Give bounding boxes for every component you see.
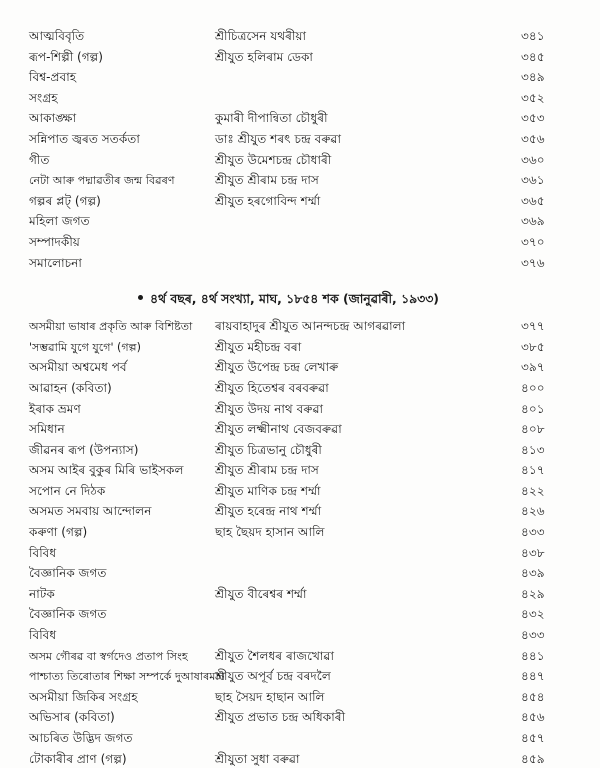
section-heading-label: ৪ৰ্থ বছৰ, ৪ৰ্থ সংখ্যা, মাঘ, ১৮৫৪ শক (জানুৱাৰী, ১৯৩৩) — [150, 291, 439, 307]
entry-author: শ্ৰীযুত হৰেন্দ্ৰ নাথ শৰ্ম্মা — [215, 504, 322, 519]
entry-page-number: ৩৭০ — [521, 234, 545, 249]
entry-author: শ্ৰীযুত মাণিক চন্দ্ৰ শৰ্ম্মা — [215, 483, 321, 498]
entry-author: শ্ৰীযুত অপূৰ্ব চন্দ্ৰ বৰদলৈ — [215, 669, 331, 684]
entry-title: অভিসাৰ (কবিতা) — [29, 710, 115, 725]
entry-author: শ্ৰীচিত্ৰসেন যথৰীয়া — [215, 29, 307, 43]
entry-title: মহিলা জগত — [29, 214, 90, 229]
entry-author: শ্ৰীযুত শৈলধৰ ৰাজখোৱা — [215, 648, 334, 663]
entry-title: অসমত সমবায় আন্দোলন — [29, 504, 152, 519]
table-of-contents — [0, 26, 600, 769]
entry-author: কুমাৰী দীপান্বিতা চৌধুৰী — [215, 111, 328, 126]
toc-entry-row[interactable] — [0, 543, 600, 564]
entry-author: শ্ৰীযুত উপেন্দ্ৰ চন্দ্ৰ লেখাৰু — [215, 360, 339, 375]
entry-author: ছাহ সৈয়দ হাছান আলি — [215, 689, 325, 704]
toc-entry-row[interactable] — [0, 522, 600, 543]
entry-title: বিবিধ — [29, 628, 57, 643]
entry-page-number: ৪২৯ — [521, 586, 545, 601]
entry-title: ইৰাক ভ্ৰমণ — [29, 401, 81, 416]
entry-title: ৰূপ-শিল্পী (গল্প) — [29, 49, 104, 64]
entry-title: আত্মবিবৃতি — [29, 29, 85, 43]
toc-entry-row[interactable] — [0, 399, 600, 420]
entry-title: বৈজ্ঞানিক জগত — [29, 566, 107, 581]
entry-page-number: ৩৬৫ — [521, 193, 545, 208]
entry-page-number: ৩৭৬ — [521, 255, 545, 270]
entry-author: শ্ৰীযুত হলিৰাম ডেকা — [215, 49, 313, 64]
toc-entry-row[interactable] — [0, 316, 600, 337]
toc-entry-row[interactable] — [0, 337, 600, 358]
entry-page-number: ৩৬০ — [521, 152, 545, 167]
bullet-dot-icon — [138, 295, 143, 300]
entry-title: অসমীয়া অশ্বমেধ পৰ্ব — [29, 360, 127, 375]
toc-entry-row[interactable] — [0, 481, 600, 502]
toc-entry-row[interactable] — [0, 253, 600, 274]
toc-entry-row[interactable] — [0, 211, 600, 232]
toc-entry-row[interactable] — [0, 460, 600, 481]
entry-author: শ্ৰীযুত বীৰেশ্বৰ শৰ্ম্মা — [215, 586, 307, 601]
toc-entry-row[interactable] — [0, 170, 600, 191]
entry-title: সম্পাদকীয় — [29, 234, 80, 249]
toc-entry-row[interactable] — [0, 191, 600, 212]
entry-page-number: ৩৪৯ — [521, 70, 545, 85]
toc-entry-row[interactable] — [0, 232, 600, 253]
toc-entry-row[interactable] — [0, 67, 600, 88]
entry-title: গীত — [29, 152, 50, 167]
entry-title: অসম আইৰ বুকুৰ মিৰি ভাইসকল — [29, 463, 184, 478]
entry-page-number: ৩৭৭ — [521, 319, 545, 334]
entry-page-number: ৪৩৯ — [521, 566, 545, 581]
entry-page-number: ৩৫৩ — [521, 111, 545, 126]
entry-author: শ্ৰীযুত চিত্ৰভানু চৌধুৰী — [215, 442, 322, 457]
entry-title: সমালোচনা — [29, 255, 82, 270]
entry-author: ৰায়বাহাদুৰ শ্ৰীযুত আনন্দচন্দ্ৰ আগৰৱালা — [215, 319, 406, 334]
entry-author: শ্ৰীযুত শ্ৰীৰাম চন্দ্ৰ দাস — [215, 173, 319, 188]
toc-entry-row[interactable] — [0, 150, 600, 171]
entry-title: আচৰিত উদ্ভিদ জগত — [29, 731, 133, 745]
section-heading-row — [0, 282, 600, 316]
entry-page-number: ৪০৮ — [521, 422, 545, 437]
entry-page-number: ৩৪৫ — [521, 49, 545, 64]
entry-page-number: ৪০১ — [521, 401, 545, 416]
entry-page-number: ৪২৬ — [521, 504, 545, 519]
toc-entry-row[interactable] — [0, 584, 600, 605]
entry-page-number: ৪৩৩ — [521, 525, 545, 540]
entry-title: 'সম্ভৱামি যুগে যুগে' (গল্প) — [29, 340, 141, 354]
entry-title: নেটা আৰু পদ্মাৱতীৰ জন্ম বিৱৰণ — [29, 174, 175, 188]
entry-title: আকাঙ্ক্ষা — [29, 111, 77, 126]
entry-page-number: ৪১৩ — [521, 442, 545, 457]
toc-entry-row[interactable] — [0, 666, 600, 687]
entry-title: আৱাহন (কবিতা) — [29, 380, 112, 395]
entry-author: ডাঃ শ্ৰীযুত শৰৎ চন্দ্ৰ বৰুৱা — [215, 131, 342, 146]
toc-entry-row[interactable] — [0, 687, 600, 708]
entry-page-number: ৪৪৭ — [521, 669, 545, 684]
entry-page-number: ৪৫৭ — [521, 731, 545, 745]
entry-page-number: ৪৩২ — [521, 607, 545, 622]
toc-entry-row[interactable] — [0, 108, 600, 129]
entry-author: শ্ৰীযুত উদয় নাথ বৰুৱা — [215, 401, 324, 416]
toc-entry-row[interactable] — [0, 129, 600, 150]
entry-page-number: ৩৮৫ — [521, 339, 545, 354]
entry-author: শ্ৰীযুতা সুধা বৰুৱা — [215, 751, 300, 766]
section-spacer — [0, 273, 600, 282]
entry-page-number: ৩৯৭ — [521, 360, 545, 375]
entry-page-number: ৪৩৮ — [521, 545, 545, 560]
entry-page-number: ৪০০ — [521, 380, 545, 395]
entry-title: সংগ্ৰহ — [29, 90, 58, 105]
entry-title: বিবিধ — [29, 545, 57, 560]
entry-page-number: ৩৪১ — [521, 29, 545, 43]
entry-title: গল্পৰ প্লট্ (গল্প) — [29, 193, 101, 208]
section-heading — [0, 282, 439, 316]
entry-page-number: ৩৬১ — [521, 173, 545, 188]
entry-author: শ্ৰীযুত মহীচন্দ্ৰ বৰা — [215, 339, 302, 354]
entry-author: শ্ৰীযুত উমেশচন্দ্ৰ চৌধাৰী — [215, 152, 332, 167]
entry-title: জীৱনৰ ৰূপ (উপন্যাস) — [29, 442, 139, 457]
toc-entry-row[interactable] — [0, 26, 600, 47]
entry-page-number: ৪১৭ — [521, 463, 545, 478]
toc-entry-row[interactable] — [0, 501, 600, 522]
entry-title: কৰুণা (গল্প) — [29, 525, 88, 540]
toc-entry-row[interactable] — [0, 625, 600, 646]
entry-page-number: ৪২২ — [521, 483, 545, 498]
entry-title: টোকাৰীৰ প্ৰাণ (গল্প) — [29, 751, 127, 766]
toc-entry-row[interactable] — [0, 707, 600, 728]
toc-entry-row[interactable] — [0, 440, 600, 461]
entry-author: শ্ৰীযুত লক্ষ্মীনাথ বেজবৰুৱা — [215, 422, 342, 437]
entry-page-number: ৩৫৬ — [521, 131, 545, 146]
entry-page-number: ৪৫৪ — [521, 689, 545, 704]
entry-title: পাশ্চাত্য তিৰোতাৰ শিক্ষা সম্পৰ্কে দুআষাৰমান — [29, 670, 226, 684]
entry-title: সন্নিপাত জ্বৰত সতৰ্কতা — [29, 131, 140, 146]
entry-author: শ্ৰীযুত শ্ৰীৰাম চন্দ্ৰ দাস — [215, 463, 319, 478]
entry-page-number: ৪৫৯ — [521, 751, 545, 766]
entry-page-number: ৪৪১ — [521, 648, 545, 663]
toc-entry-row[interactable] — [0, 357, 600, 378]
toc-entry-row[interactable] — [0, 728, 600, 749]
toc-entry-row[interactable] — [0, 419, 600, 440]
entry-page-number: ৩৫২ — [521, 90, 545, 105]
toc-entry-row[interactable] — [0, 646, 600, 667]
entry-title: সপোন নে দিঠক — [29, 483, 106, 498]
entry-page-number: ৪৩৩ — [521, 628, 545, 643]
entry-title: অসম গৌৰৱ বা স্বৰ্গদেও প্ৰতাপ সিংহ — [29, 649, 188, 663]
entry-author: শ্ৰীযুত হৰগোবিন্দ শৰ্ম্মা — [215, 193, 321, 208]
entry-author: শ্ৰীযুত হিতেশ্বৰ বৰবৰুৱা — [215, 380, 329, 395]
toc-entry-row[interactable] — [0, 749, 600, 769]
entry-page-number: ৪৫৬ — [521, 710, 545, 725]
entry-title: অসমীয়া জিকিৰ সংগ্ৰহ — [29, 689, 138, 704]
toc-entry-row[interactable] — [0, 563, 600, 584]
entry-title: বিশ্ব-প্ৰবাহ — [29, 70, 77, 85]
entry-title: সমিধান — [29, 422, 65, 437]
toc-entry-row[interactable] — [0, 88, 600, 109]
toc-entry-row[interactable] — [0, 378, 600, 399]
toc-entry-row[interactable] — [0, 604, 600, 625]
entry-title: নাটক — [29, 586, 55, 601]
entry-author: ছাহ ছৈয়দ হাসান আলি — [215, 525, 325, 540]
entry-title: বৈজ্ঞানিক জগত — [29, 607, 107, 622]
entry-title: অসমীয়া ভাষাৰ প্ৰকৃতি আৰু বিশিষ্টতা — [29, 320, 193, 334]
toc-entry-row[interactable] — [0, 47, 600, 68]
entry-author: শ্ৰীযুত প্ৰভাত চন্দ্ৰ অধিকাৰী — [215, 710, 346, 725]
entry-page-number: ৩৬৯ — [521, 214, 545, 229]
